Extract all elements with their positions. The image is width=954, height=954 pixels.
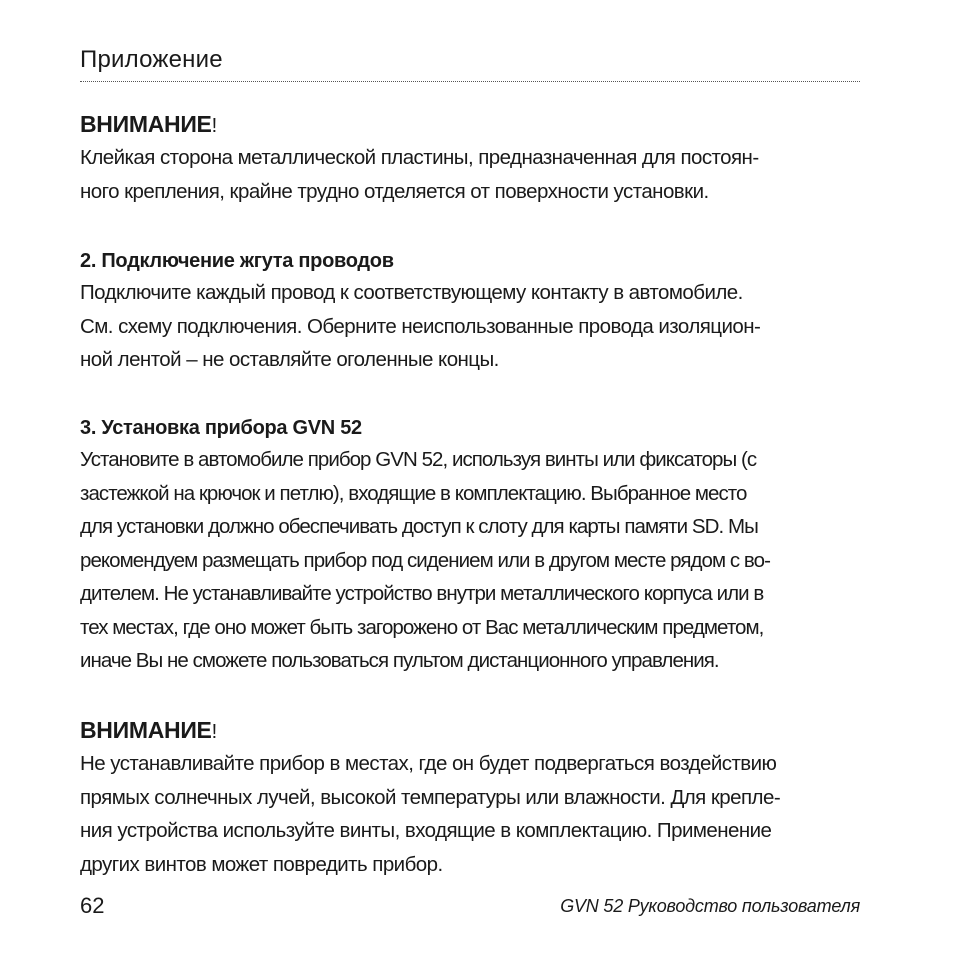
text-line: Клейкая сторона металлической пластины, предназначенная для постоян- (80, 146, 759, 169)
warning-text-1 (80, 141, 860, 208)
page-number: 62 (80, 893, 105, 918)
text-line: рекомендуем размещать прибор под сидением или в другом месте рядом с во- (80, 548, 770, 572)
warning-heading-2 (80, 715, 860, 747)
section-2-heading: 2. Подключение жгута проводов (80, 250, 394, 272)
text-line: ного крепления, крайне трудно отделяется от поверхности установки. (80, 179, 709, 203)
text-line: дителем. Не устанавливайте устройство внутри металлического корпуса или в (80, 582, 764, 605)
text-line: застежкой на крючок и петлю), входящие в комплектацию. Выбранное место (80, 481, 747, 505)
text-line: других винтов может повредить прибор. (80, 852, 443, 876)
section-wiring (80, 246, 860, 377)
warning-heading-1 (80, 109, 860, 141)
section-3-text (80, 443, 860, 678)
warning-heading-1-text: ВНИМАНИЕ (80, 111, 212, 137)
text-line: Установите в автомобиле прибор GVN 52, используя винты или фиксаторы (с (80, 448, 757, 471)
page-header-title: Приложение (80, 46, 223, 73)
text-line: для установки должно обеспечивать доступ к слоту для карты памяти SD. Мы (80, 515, 758, 538)
section-2-text (80, 276, 860, 377)
warning-text-2 (80, 747, 860, 881)
text-line: См. схему подключения. Оберните неиспользованные провода изоляцион- (80, 314, 761, 338)
text-line: ной лентой – не оставляйте оголенные концы. (80, 348, 499, 371)
warning-heading-2-text: ВНИМАНИЕ (80, 717, 212, 743)
warning-heading-1-mark: ! (211, 115, 217, 137)
manual-page (80, 0, 860, 954)
section-installation (80, 413, 860, 678)
text-line: иначе Вы не сможете пользоваться пультом дистанционного управления. (80, 649, 719, 672)
text-line: ния устройства используйте винты, входящие в комплектацию. Применение (80, 819, 772, 842)
warning-block-1 (80, 109, 860, 208)
text-line: прямых солнечных лучей, высокой температуры или влажности. Для крепле- (80, 785, 781, 809)
text-line: Подключите каждый провод к соответствующему контакту в автомобиле. (80, 281, 743, 304)
warning-block-2 (80, 715, 860, 881)
footer-doc-title: GVN 52 Руководство пользователя (560, 896, 860, 916)
header-divider (80, 81, 860, 82)
text-line: Не устанавливайте прибор в местах, где он будет подвергаться воздействию (80, 752, 777, 775)
warning-heading-2-mark: ! (211, 721, 217, 743)
text-line: тех местах, где оно может быть загорожено от Вас металлическим предметом, (80, 615, 764, 639)
section-3-heading: 3. Установка прибора GVN 52 (80, 417, 362, 439)
